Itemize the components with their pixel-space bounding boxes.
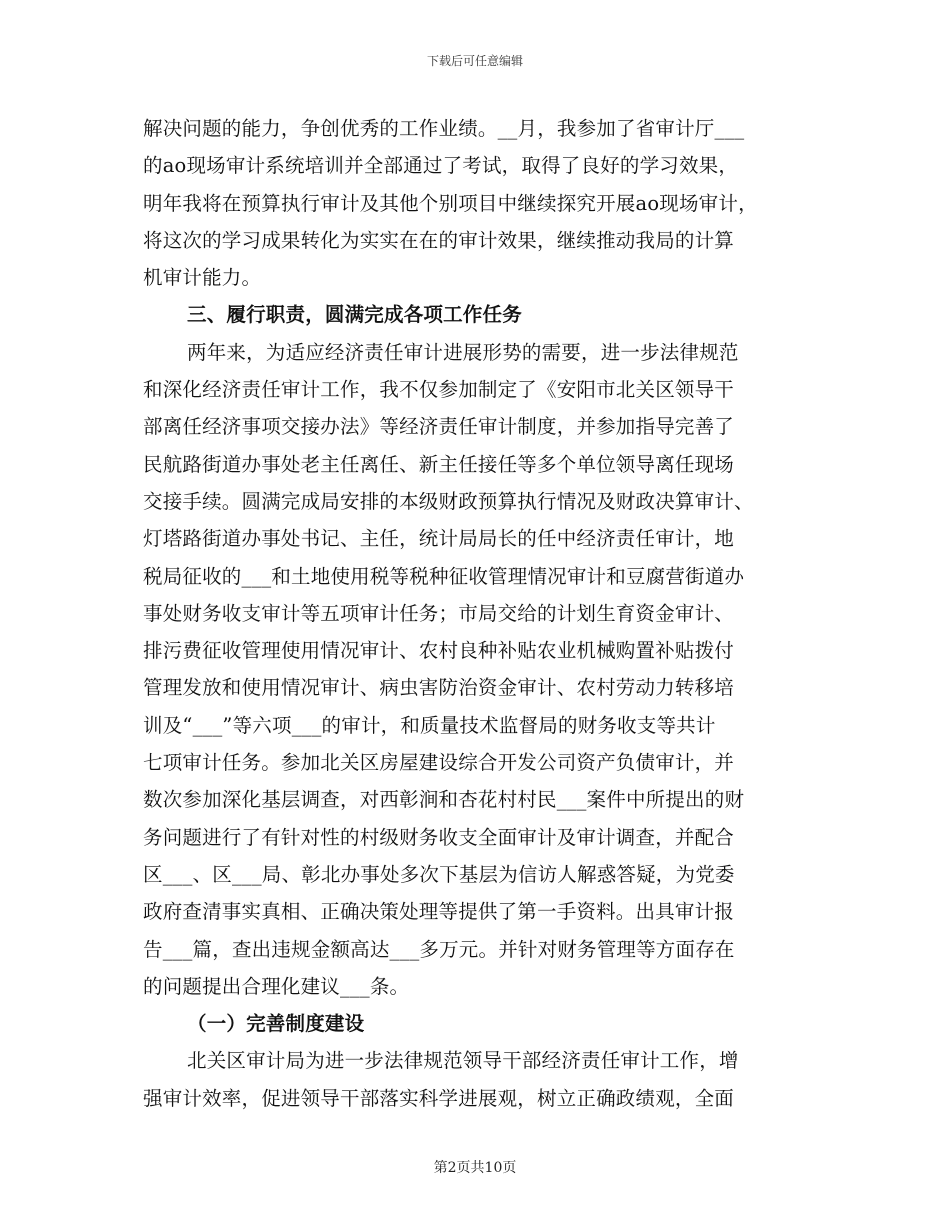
text-line: 管理发放和使用情况审计、病虫害防治资金审计、农村劳动力转移培 bbox=[143, 676, 735, 700]
text-line: 北关区审计局为进一步法律规范领导干部经济责任审计工作，增 bbox=[187, 1049, 739, 1073]
text-line: 机审计能力。 bbox=[143, 266, 262, 290]
section-heading: 三、履行职责，圆满完成各项工作任务 bbox=[187, 303, 522, 327]
page-number: 第2页共10页 bbox=[433, 1160, 517, 1176]
text-line: 政府查清事实真相、正确决策处理等提供了第一手资料。出具审计报 bbox=[143, 900, 735, 924]
text-line: 事处财务收支审计等五项审计任务；市局交给的计划生育资金审计、 bbox=[143, 601, 735, 625]
text-line: 数次参加深化基层调查，对西彰涧和杏花村村民___案件中所提出的财 bbox=[143, 788, 745, 812]
text-line: 区___、区___局、彰北办事处多次下基层为信访人解惑答疑，为党委 bbox=[143, 862, 735, 886]
text-line: 告___篇，查出违规金额高达___多万元。并针对财务管理等方面存在 bbox=[143, 937, 735, 961]
text-line: 排污费征收管理使用情况审计、农村良种补贴农业机械购置补贴拨付 bbox=[143, 639, 735, 663]
text-line: 解决问题的能力，争创优秀的工作业绩。__月，我参加了省审计厅___ bbox=[143, 117, 745, 140]
text-line: 税局征收的___和土地使用税等税种征收管理情况审计和豆腐营街道办 bbox=[143, 564, 745, 588]
text-line: 明年我将在预算执行审计及其他个别项目中继续探究开展ao现场审计， bbox=[143, 191, 758, 215]
text-line: 务问题进行了有针对性的村级财务收支全面审计及审计调查，并配合 bbox=[143, 825, 735, 849]
text-line: 民航路街道办事处老主任离任、新主任接任等多个单位领导离任现场 bbox=[143, 452, 735, 476]
text-line: 七项审计任务。参加北关区房屋建设综合开发公司资产负债审计，并 bbox=[143, 751, 735, 775]
text-line: 的ao现场审计系统培训并全部通过了考试，取得了良好的学习效果， bbox=[143, 154, 739, 178]
document-body bbox=[143, 110, 811, 1117]
text-line: 和深化经济责任审计工作，我不仅参加制定了《安阳市北关区领导干 bbox=[143, 378, 735, 402]
text-line: 强审计效率，促进领导干部落实科学进展观，树立正确政绩观，全面 bbox=[143, 1086, 735, 1110]
text-line: 两年来，为适应经济责任审计进展形势的需要，进一步法律规范 bbox=[187, 340, 739, 364]
page-header: 下载后可任意编辑 bbox=[426, 54, 523, 68]
text-line: 的问题提出合理化建议___条。 bbox=[143, 974, 410, 998]
text-line: 部离任经济事项交接办法》等经济责任审计制度，并参加指导完善了 bbox=[143, 415, 735, 439]
text-line: 训及“___”等六项___的审计，和质量技术监督局的财务收支等共计 bbox=[143, 713, 716, 737]
text-line: 交接手续。圆满完成局安排的本级财政预算执行情况及财政决算审计、 bbox=[143, 489, 754, 513]
text-line: 将这次的学习成果转化为实实在在的审计效果，继续推动我局的计算 bbox=[143, 228, 735, 252]
text-line: 灯塔路街道办事处书记、主任，统计局局长的任中经济责任审计，地 bbox=[143, 527, 735, 551]
subsection-heading: （一）完善制度建设 bbox=[187, 1012, 365, 1036]
